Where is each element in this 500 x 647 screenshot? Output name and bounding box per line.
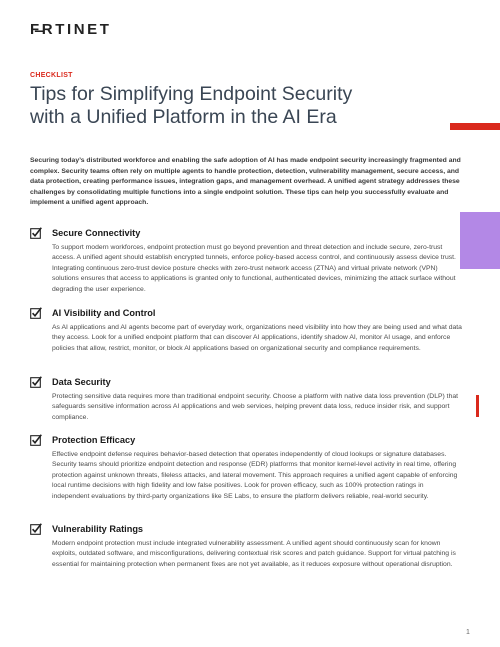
intro-paragraph: Securing today’s distributed workforce and enabling the safe adoption of AI has made endpoint security increasingly fragmented and complex. Security teams often rely on multiple agents to handle protection, detection, vulnerability management, secure access, and data protection, creating performance issues, integration gaps, and management overhead. A unified agent strategy addresses these challenges by consolidating multiple functions into a single endpoint solution. These tips can help you successfully evaluate and implement a unified agent approach. [30,157,461,206]
checkbox-checked-icon [30,434,42,446]
section-secure-connectivity [30,226,462,295]
section-body: Protecting sensitive data requires more than traditional endpoint security. Choose a platform with native data loss prevention (DLP) that safeguards sensitive information across AI applications and web services, helping prevent data loss, reduce insider risk, and support compliance. [52,393,459,421]
checkbox-checked-icon [30,227,42,239]
section-ai-visibility [30,306,462,354]
logo-wordmark: F̶RTINET [30,21,112,38]
page-number: 1 [466,629,470,636]
checkbox-checked-icon [30,307,42,319]
section-title: Data Security [52,377,111,387]
fortinet-logo [30,22,112,38]
section-body: Effective endpoint defense requires behavior-based detection that operates independently of cloud lookups or signature databases. Security teams should prioritize endpoint detection and response (EDR) platforms that monitor kernel-level activity in real time, offering protection against unknown threats, fileless attacks, and lateral movement. This approach requires a unified agent capable of enforcing local runtime decisions with high fidelity and low false positives. Look for proven efficacy, such as 100% protection ratings in independent evaluations by third-party organizations like SE Labs, to ensure the platform delivers reliable, real-world security. [52,451,458,500]
checkbox-checked-icon [30,523,42,535]
page-title-line-1: Tips for Simplifying Endpoint Security [30,83,353,105]
red-side-tick [476,395,479,417]
section-header [30,433,462,447]
section-title: Protection Efficacy [52,435,136,445]
section-body: Modern endpoint protection must include integrated vulnerability assessment. A unified agent should continuously scan for known exploits, outdated software, and misconfigurations, delivering contextual risk scores and patch guidance. Support for virtual patching is essential for maintaining protection when permanent fixes are not yet available, as it reduces exposure without operational disruption. [52,540,456,568]
page-title [30,83,430,129]
section-title: Vulnerability Ratings [52,524,144,534]
eyebrow-label: CHECKLIST [30,72,73,79]
red-accent-bar [450,123,500,130]
checkbox-checked-icon [30,376,42,388]
page-title-line-2: with a Unified Platform in the AI Era [30,106,337,128]
purple-accent-block [460,212,500,269]
section-header [30,375,462,389]
section-protection-efficacy [30,433,462,502]
section-header [30,306,462,320]
section-title: AI Visibility and Control [52,308,156,318]
section-body: As AI applications and AI agents become part of everyday work, organizations need visibility into how they are being used and what data they access. Look for a unified endpoint platform that can discover AI applications, identify shadow AI, monitor AI usage, and enforce policies that allow, restrict, monitor, or block AI applications based on organizational security and compliance requirements. [52,324,462,352]
section-vulnerability-ratings [30,522,462,570]
section-header [30,226,462,240]
section-header [30,522,462,536]
section-body: To support modern workforces, endpoint protection must go beyond prevention and threat detection and include secure, zero-trust access. A unified agent should establish encrypted tunnels, enforce policy-based access control, and continuously assess device trust. Integrating continuous zero-trust device posture checks with zero-trust network access (ZTNA) and virtual private network (VPN) solutions ensures that access to applications is granted only to functional, authenticated devices, minimizing the attack surface without degrading the user experience. [52,244,456,293]
section-data-security [30,375,462,423]
section-title: Secure Connectivity [52,228,141,238]
